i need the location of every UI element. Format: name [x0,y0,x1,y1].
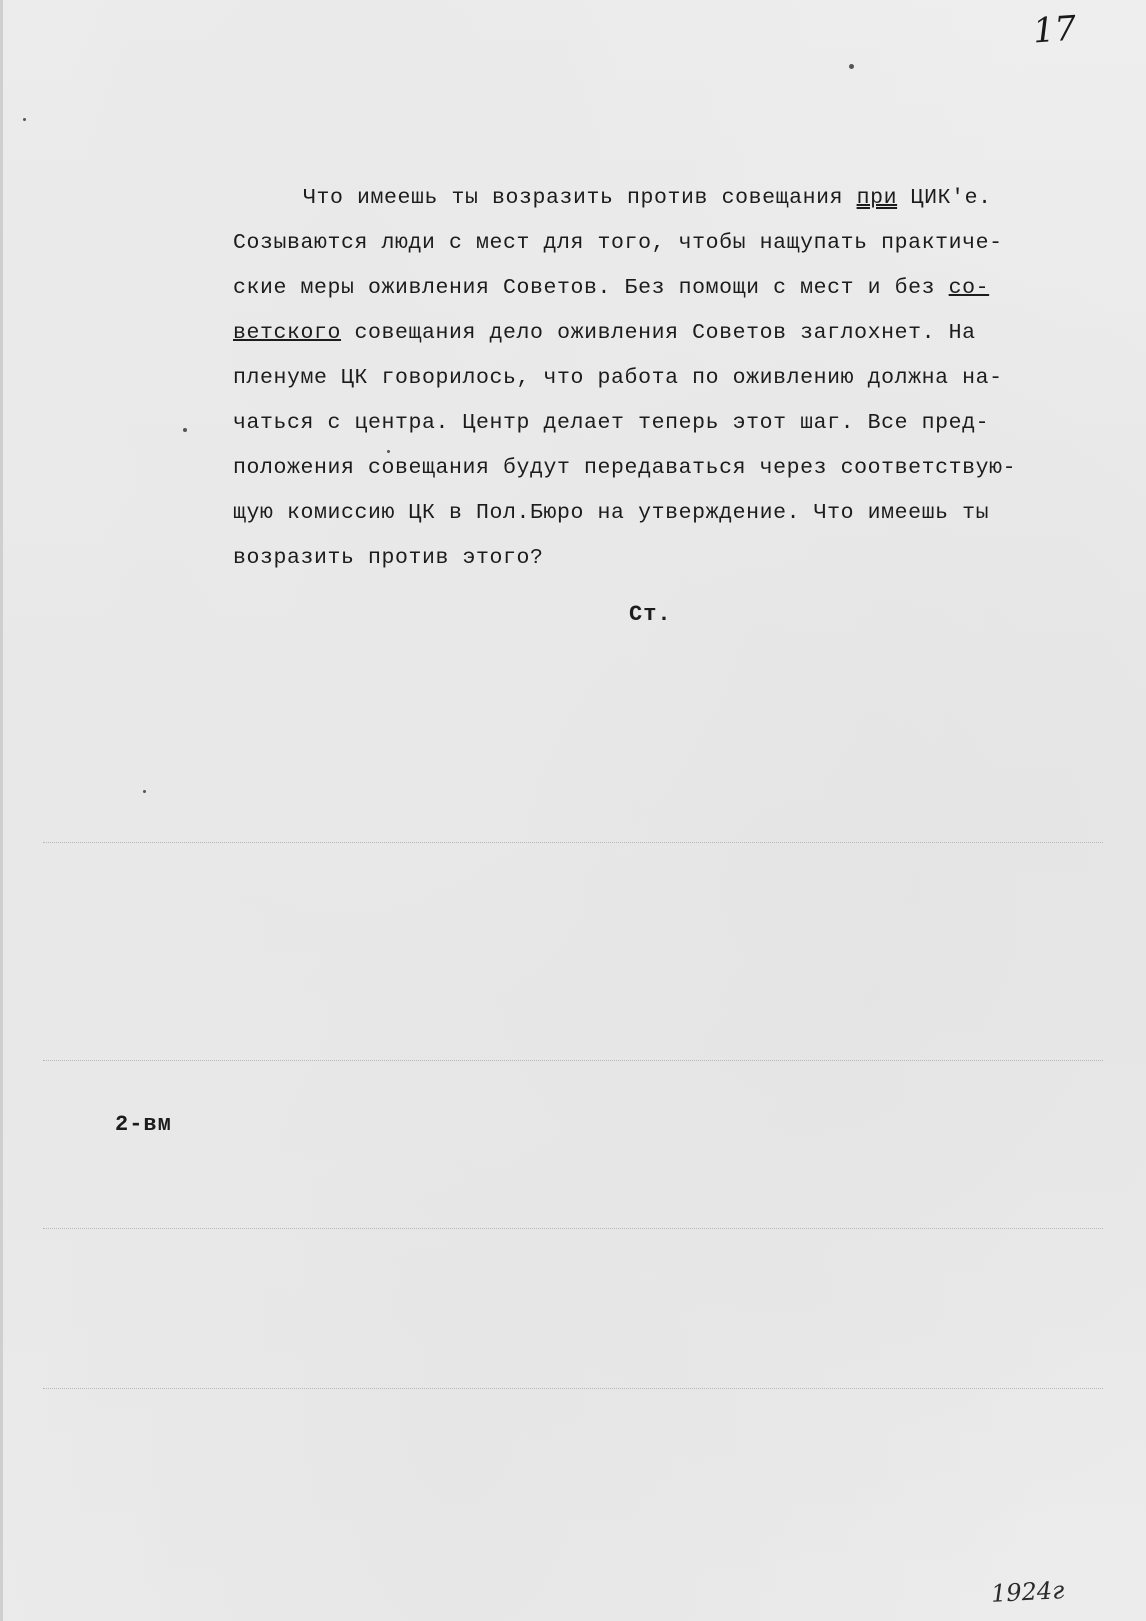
text-line: ветского совещания дело оживления Советов заглохнет. На [233,321,976,345]
scan-rule [43,1228,1103,1229]
text-line: ские меры оживления Советов. Без помощи с мест и без со- [233,276,990,300]
scan-speck [183,428,187,432]
underlined-word: со- [948,276,990,300]
text-line: Что имеешь ты возразить против совещания при ЦИК'е. [303,186,992,210]
scan-speck [143,790,146,793]
text-line: положения совещания будут передаваться через соответствую- [233,456,1017,480]
underlined-word: при [856,186,898,210]
underlined-word: ветского [233,321,342,345]
signature-initials: Ст. [629,602,672,627]
typist-mark: 2-вм [115,1112,172,1137]
scan-rule [43,1388,1103,1389]
text-line: Созываются люди с мест для того, чтобы нащупать практиче- [233,231,1003,255]
text-line: щую комиссию ЦК в Пол.Бюро на утверждение. Что имеешь ты [233,501,990,525]
scan-rule [43,1060,1103,1061]
scan-speck [23,118,26,121]
scan-speck [849,64,854,69]
letter-body [233,176,1093,581]
text-line: пленуме ЦК говорилось, что работа по оживлению должна на- [233,366,1003,390]
year-note: 1924г [990,1576,1065,1608]
text-line: чаться с центра. Центр делает теперь этот шаг. Все пред- [233,411,990,435]
scan-rule [43,842,1103,843]
folio-number: 17 [1031,8,1078,52]
scan-speck [387,450,390,453]
text-line: возразить против этого? [233,546,544,570]
